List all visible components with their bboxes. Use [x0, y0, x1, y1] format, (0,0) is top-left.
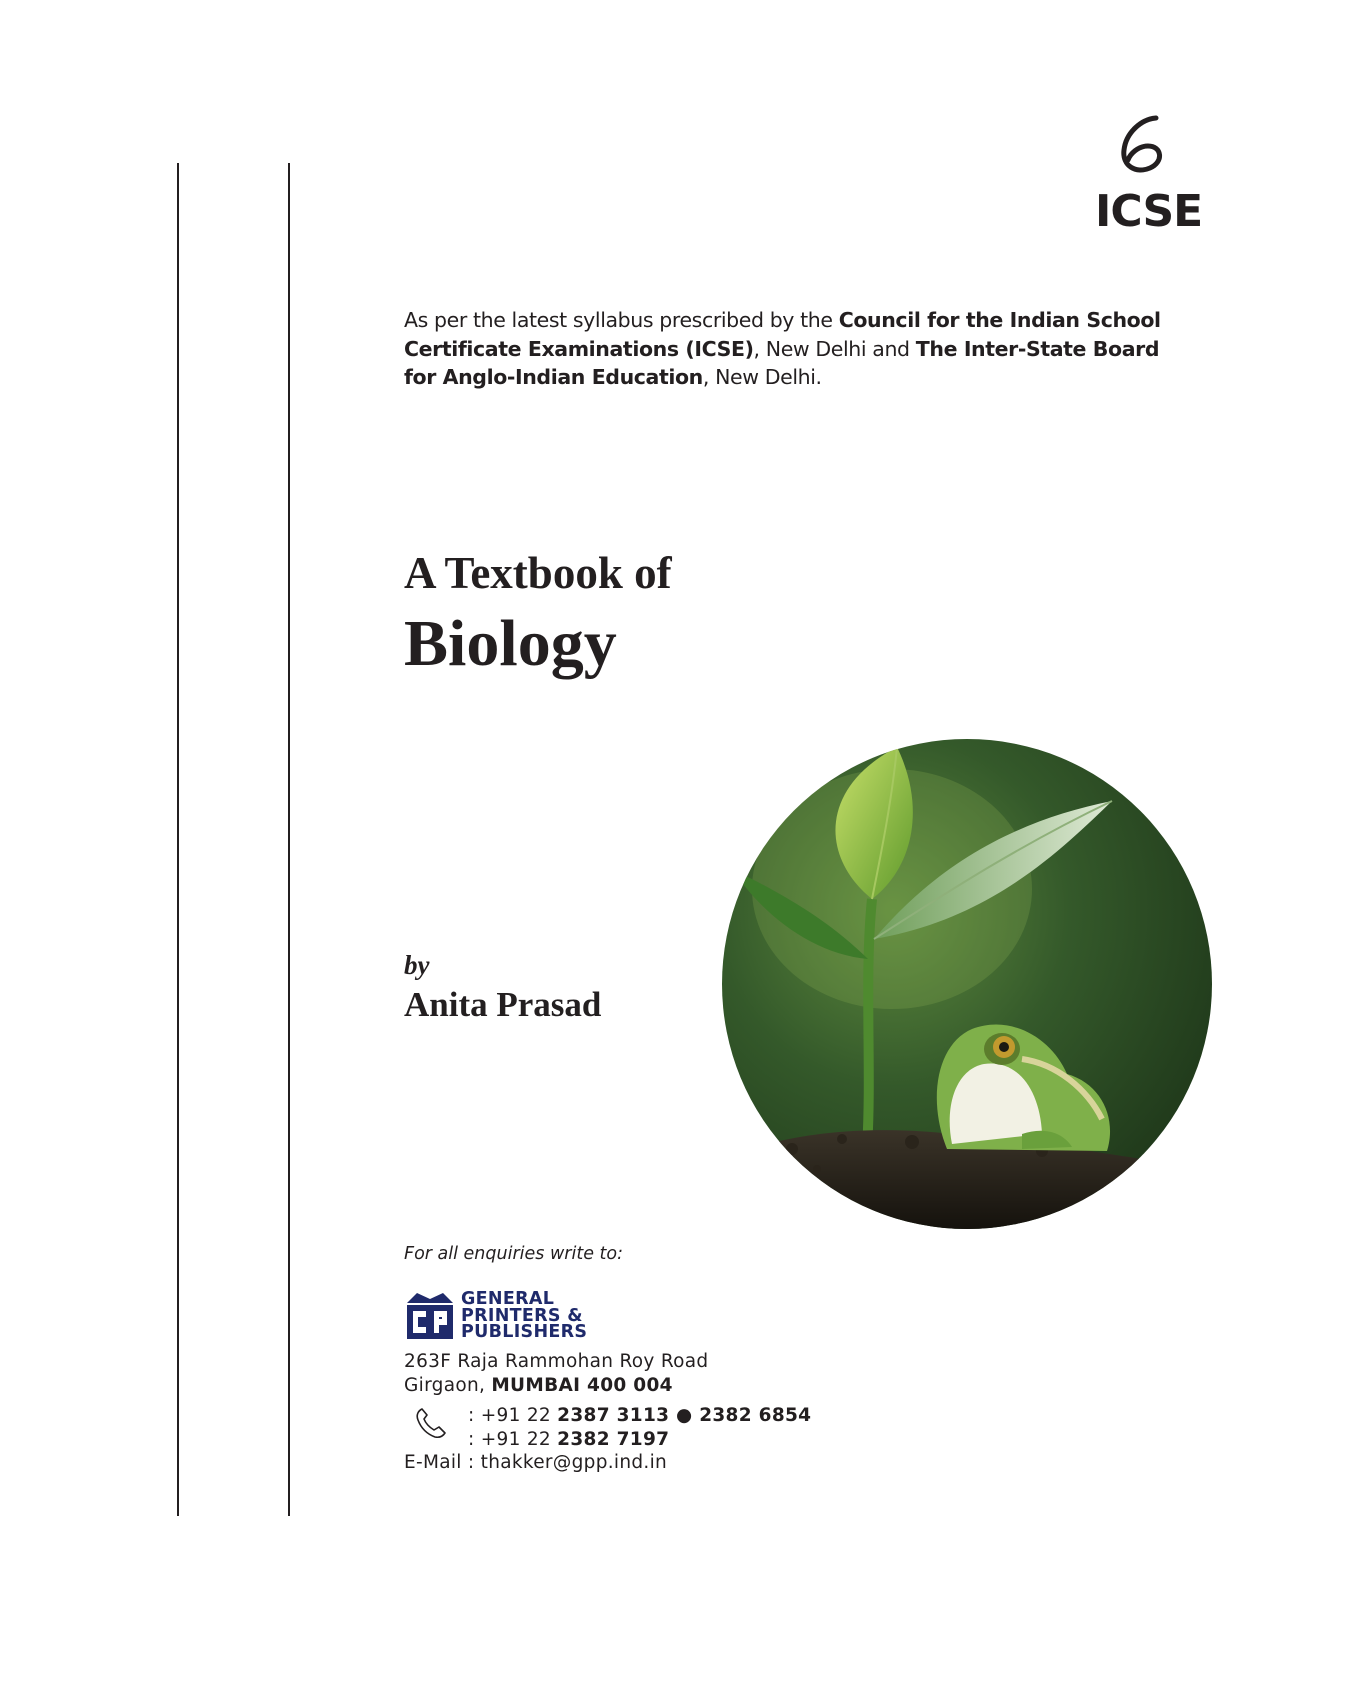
publisher-phones: : +91 22 2387 3113 ● 2382 6854 : +91 22 2382 7197 — [468, 1405, 812, 1450]
publisher-email: E-Mail : thakker@gpp.ind.in — [404, 1452, 668, 1473]
syllabus-statement: As per the latest syllabus prescribed by the Council for the Indian School Certificate Examinations (ICSE), New Delhi and The Inter-State Board for Anglo-Indian Education, New Delhi. — [404, 308, 1161, 389]
publisher-book-icon — [405, 1291, 455, 1341]
title-line-2: Biology — [404, 607, 617, 680]
publisher-logo — [405, 1291, 705, 1341]
spine-line-right — [288, 163, 290, 1516]
board-label: ICSE — [1095, 186, 1203, 237]
publisher-name: GENERAL PRINTERS & PUBLISHERS — [461, 1289, 588, 1342]
enquiry-note: For all enquiries write to: — [404, 1244, 623, 1264]
title-line-1: A Textbook of — [404, 548, 672, 598]
phone-icon — [414, 1406, 448, 1440]
author-name: Anita Prasad — [404, 985, 602, 1024]
author-by: by — [404, 950, 430, 980]
spine-line-left — [177, 163, 179, 1516]
publisher-address: 263F Raja Rammohan Roy Road Girgaon, MUMBAI 400 004 — [404, 1351, 709, 1396]
cover-photo-seedling-frog — [722, 739, 1212, 1229]
email-link[interactable]: thakker@gpp.ind.in — [480, 1452, 668, 1473]
grade-number-handwritten — [1108, 110, 1178, 180]
